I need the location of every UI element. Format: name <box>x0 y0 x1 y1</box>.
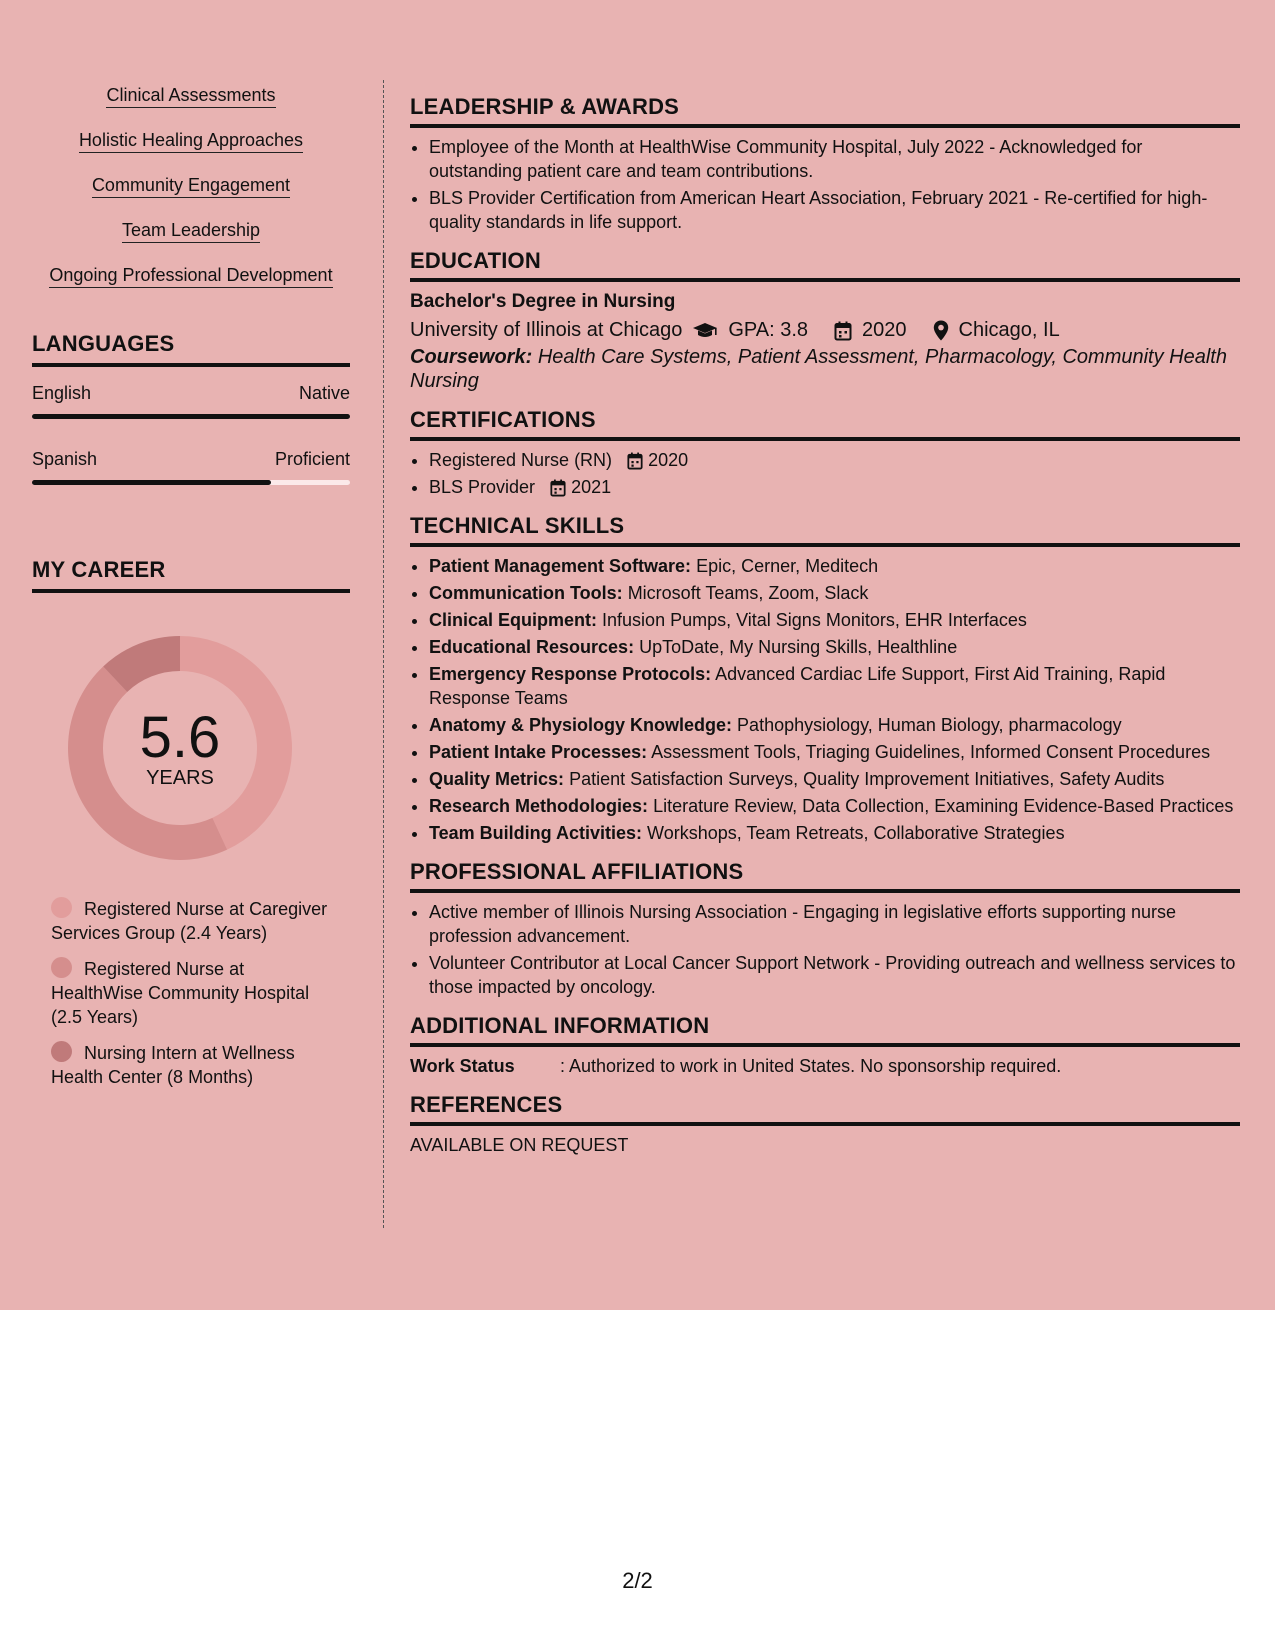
technical-skill-label: Clinical Equipment: <box>429 610 598 630</box>
degree-title: Bachelor's Degree in Nursing <box>410 291 676 312</box>
career-total-value: 5.6 <box>139 705 221 770</box>
languages-heading: LANGUAGES <box>32 331 350 367</box>
technical-skill-item <box>429 740 1240 764</box>
certification-item <box>429 448 1240 472</box>
technical-skills-list <box>410 554 1240 845</box>
education-section <box>410 248 1240 393</box>
career-heading: MY CAREER <box>32 557 350 593</box>
technical-skill-value: Assessment Tools, Triaging Guidelines, Informed Consent Procedures <box>651 742 1211 762</box>
leadership-section <box>410 94 1240 234</box>
language-bar-fill <box>32 480 271 485</box>
section-heading: EDUCATION <box>410 248 1240 282</box>
certification-item <box>429 475 1240 499</box>
school-location: Chicago, IL <box>958 319 1060 341</box>
legend-item <box>51 897 331 945</box>
work-status-value: : Authorized to work in United States. No sponsorship required. <box>560 1056 1062 1076</box>
language-bar <box>32 480 350 485</box>
skill-item: Community Engagement <box>92 174 290 198</box>
certification-name: Registered Nurse (RN) <box>429 450 613 470</box>
affiliations-section <box>410 859 1240 999</box>
coursework-list: Health Care Systems, Patient Assessment, Pharmacology, Community Health Nursing <box>410 346 1227 392</box>
technical-skill-label: Patient Management Software: <box>429 556 692 576</box>
section-heading: TECHNICAL SKILLS <box>410 513 1240 547</box>
technical-skill-item <box>429 662 1240 710</box>
skill-item: Team Leadership <box>122 219 260 243</box>
language-entry <box>32 383 350 419</box>
page-number: 2/2 <box>622 1568 653 1593</box>
technical-skill-label: Quality Metrics: <box>429 769 565 789</box>
technical-skill-label: Emergency Response Protocols: <box>429 664 712 684</box>
technical-skill-item <box>429 713 1240 737</box>
legend-dot <box>51 957 72 978</box>
technical-skill-value: Literature Review, Data Collection, Examining Evidence-Based Practices <box>653 796 1234 816</box>
certification-year: 2021 <box>571 477 612 497</box>
career-total-unit: YEARS <box>146 767 214 789</box>
technical-skill-label: Educational Resources: <box>429 637 635 657</box>
skill-item: Holistic Healing Approaches <box>79 129 303 153</box>
right-column <box>410 94 1240 1171</box>
language-bar-fill <box>32 414 350 419</box>
calendar-icon <box>550 477 571 497</box>
references-text: AVAILABLE ON REQUEST <box>410 1135 629 1155</box>
technical-skill-value: UpToDate, My Nursing Skills, Healthline <box>639 637 958 657</box>
graduation-year: 2020 <box>862 319 907 341</box>
skills-list <box>32 84 350 309</box>
legend-dot <box>51 1041 72 1062</box>
technical-skill-label: Research Methodologies: <box>429 796 649 816</box>
legend-dot <box>51 897 72 918</box>
technical-skill-item <box>429 608 1240 632</box>
references-section <box>410 1092 1240 1157</box>
section-heading: LEADERSHIP & AWARDS <box>410 94 1240 128</box>
career-legend <box>51 897 350 1089</box>
list-item: • Employee of the Month at HealthWise Community Hospital, July 2022 - Acknowledged for outstanding patient care and team contributions. <box>429 135 1240 183</box>
section-heading: PROFESSIONAL AFFILIATIONS <box>410 859 1240 893</box>
graduation-cap-icon <box>692 315 718 345</box>
technical-skill-value: Advanced Cardiac Life Support, First Aid Training, Rapid Response Teams <box>429 664 1166 708</box>
coursework-label: Coursework: <box>410 346 533 368</box>
calendar-icon <box>627 450 648 470</box>
certification-year: 2020 <box>648 450 689 470</box>
column-divider <box>383 80 384 1228</box>
technical-skill-item <box>429 821 1240 845</box>
legend-label: Registered Nurse at HealthWise Community Hospital (2.5 Years) <box>51 959 310 1027</box>
technical-skill-value: Pathophysiology, Human Biology, pharmacology <box>737 715 1122 735</box>
list-item: • Active member of Illinois Nursing Association - Engaging in legislative efforts supporting nurse profession advancement. <box>429 900 1240 948</box>
technical-skill-label: Communication Tools: <box>429 583 623 603</box>
legend-label: Registered Nurse at Caregiver Services Group (2.4 Years) <box>51 899 328 943</box>
work-status-label: Work Status <box>410 1056 515 1076</box>
technical-skill-item <box>429 581 1240 605</box>
section-heading: CERTIFICATIONS <box>410 407 1240 441</box>
skill-item: Clinical Assessments <box>106 84 275 108</box>
technical-skill-value: Epic, Cerner, Meditech <box>696 556 879 576</box>
technical-skill-item <box>429 635 1240 659</box>
technical-skill-item <box>429 794 1240 818</box>
technical-skill-item <box>429 767 1240 791</box>
school-name: University of Illinois at Chicago <box>410 319 683 341</box>
technical-skill-item <box>429 554 1240 578</box>
language-name: English <box>32 383 92 403</box>
left-column <box>32 84 350 1101</box>
technical-skill-value: Patient Satisfaction Surveys, Quality Improvement Initiatives, Safety Audits <box>569 769 1165 789</box>
section-heading: ADDITIONAL INFORMATION <box>410 1013 1240 1047</box>
calendar-icon <box>834 315 852 345</box>
career-donut-chart <box>67 635 293 861</box>
technical-skills-section <box>410 513 1240 845</box>
technical-skill-label: Anatomy & Physiology Knowledge: <box>429 715 733 735</box>
section-heading: REFERENCES <box>410 1092 1240 1126</box>
technical-skill-label: Team Building Activities: <box>429 823 643 843</box>
certifications-section <box>410 407 1240 499</box>
skill-item: Ongoing Professional Development <box>49 264 332 288</box>
coursework <box>410 345 1240 393</box>
language-entry <box>32 449 350 485</box>
legend-item <box>51 1041 331 1089</box>
list-item: • BLS Provider Certification from American Heart Association, February 2021 - Re-certified for high-quality standards in life support. <box>429 186 1240 234</box>
language-name: Spanish <box>32 449 98 469</box>
education-details <box>410 315 1240 345</box>
location-pin-icon <box>933 315 949 345</box>
language-level: Proficient <box>274 449 350 469</box>
technical-skill-label: Patient Intake Processes: <box>429 742 648 762</box>
language-level: Native <box>298 383 350 403</box>
legend-item <box>51 957 331 1029</box>
technical-skill-value: Infusion Pumps, Vital Signs Monitors, EHR Interfaces <box>602 610 1027 630</box>
legend-label: Nursing Intern at Wellness Health Center (8 Months) <box>51 1043 295 1087</box>
technical-skill-value: Microsoft Teams, Zoom, Slack <box>627 583 869 603</box>
gpa: GPA: 3.8 <box>728 319 809 341</box>
list-item: • Volunteer Contributor at Local Cancer Support Network - Providing outreach and wellness services to those impacted by oncology. <box>429 951 1240 999</box>
additional-info-section <box>410 1013 1240 1078</box>
technical-skill-value: Workshops, Team Retreats, Collaborative Strategies <box>647 823 1065 843</box>
certification-name: BLS Provider <box>429 477 536 497</box>
language-bar <box>32 414 350 419</box>
